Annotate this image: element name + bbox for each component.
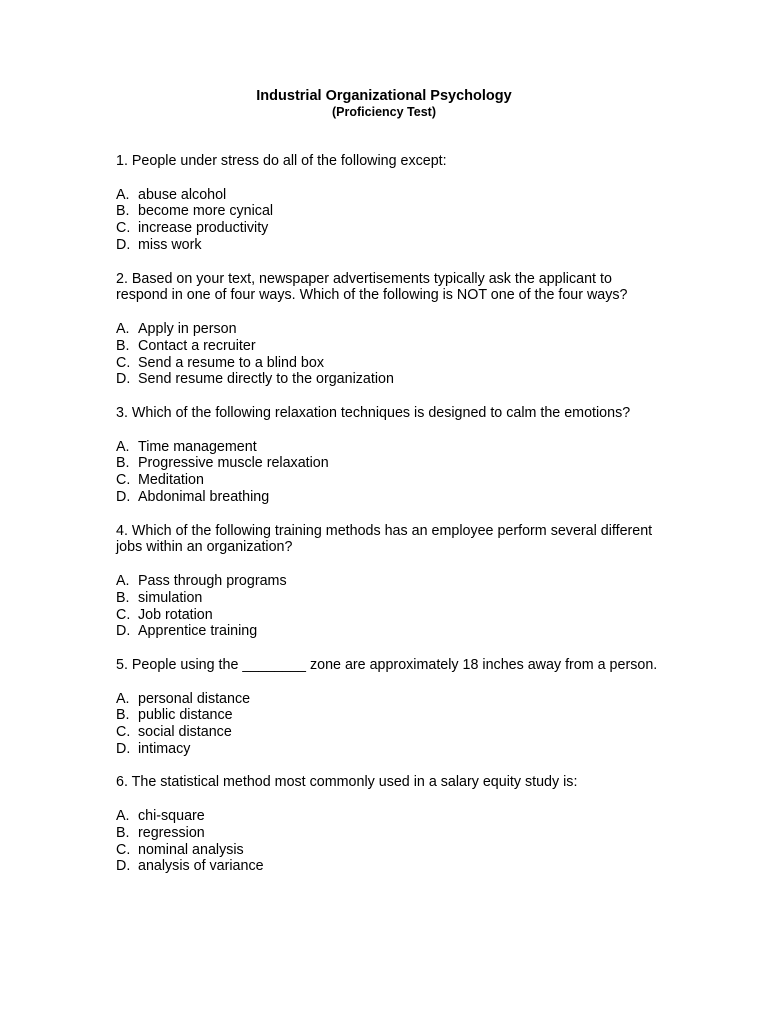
answer-options xyxy=(116,808,661,875)
answer-option-b xyxy=(116,707,661,724)
answer-option-b xyxy=(116,338,661,355)
answer-option-a xyxy=(116,187,661,204)
option-letter: D. xyxy=(116,236,131,253)
answer-options xyxy=(116,439,661,506)
question-stem: 5. People using the ________ zone are approximately 18 inches away from a person. xyxy=(116,656,658,673)
option-text: public distance xyxy=(138,707,233,724)
option-text: Job rotation xyxy=(138,606,213,623)
option-text: social distance xyxy=(138,724,232,741)
answer-option-a xyxy=(116,691,661,708)
option-text: become more cynical xyxy=(138,203,274,220)
option-letter: A. xyxy=(116,808,130,825)
option-text: intimacy xyxy=(138,740,191,757)
question-6 xyxy=(116,774,661,875)
option-text: increase productivity xyxy=(138,220,269,237)
option-text: Send a resume to a blind box xyxy=(138,354,324,371)
option-text: Pass through programs xyxy=(138,572,287,589)
option-letter: D. xyxy=(116,623,131,640)
answer-option-b xyxy=(116,825,661,842)
option-letter: A. xyxy=(116,186,130,203)
question-stem: 6. The statistical method most commonly used in a salary equity study is: xyxy=(116,774,578,791)
option-letter: D. xyxy=(116,488,131,505)
answer-option-c xyxy=(116,607,661,624)
option-text: analysis of variance xyxy=(138,858,264,875)
document-subtitle: (Proficiency Test) xyxy=(332,105,436,119)
answer-option-c xyxy=(116,724,661,741)
option-letter: D. xyxy=(116,740,131,757)
option-letter: B. xyxy=(116,455,130,472)
answer-option-c xyxy=(116,355,661,372)
question-4 xyxy=(116,523,661,641)
question-stem: 2. Based on your text, newspaper advertisements typically ask the applicant to respond in one of four ways. Which of the following is NOT one of the four ways? xyxy=(116,270,628,304)
option-letter: C. xyxy=(116,472,131,489)
option-letter: A. xyxy=(116,438,130,455)
answer-option-d xyxy=(116,741,661,758)
option-text: personal distance xyxy=(138,690,251,707)
option-letter: C. xyxy=(116,354,131,371)
answer-options xyxy=(116,321,661,388)
option-letter: B. xyxy=(116,824,130,841)
answer-option-a xyxy=(116,321,661,338)
option-letter: B. xyxy=(116,337,130,354)
answer-option-a xyxy=(116,439,661,456)
answer-option-d xyxy=(116,858,661,875)
question-stem: 3. Which of the following relaxation techniques is designed to calm the emotions? xyxy=(116,404,631,421)
option-letter: A. xyxy=(116,690,130,707)
option-text: Abdonimal breathing xyxy=(138,488,270,505)
option-letter: B. xyxy=(116,589,130,606)
option-text: Progressive muscle relaxation xyxy=(138,455,329,472)
answer-option-d xyxy=(116,237,661,254)
question-list xyxy=(116,153,661,892)
question-3 xyxy=(116,405,661,506)
option-text: chi-square xyxy=(138,808,205,825)
option-letter: A. xyxy=(116,572,130,589)
option-text: Time management xyxy=(138,438,257,455)
answer-options xyxy=(116,691,661,758)
question-2 xyxy=(116,271,661,389)
option-letter: C. xyxy=(116,220,131,237)
option-letter: B. xyxy=(116,707,130,724)
option-text: Send resume directly to the organization xyxy=(138,371,394,388)
answer-option-b xyxy=(116,203,661,220)
document-title: Industrial Organizational Psychology xyxy=(256,88,512,104)
answer-option-a xyxy=(116,573,661,590)
answer-option-c xyxy=(116,842,661,859)
question-stem: 1. People under stress do all of the following except: xyxy=(116,153,447,169)
answer-option-a xyxy=(116,808,661,825)
answer-options xyxy=(116,187,661,254)
answer-option-b xyxy=(116,455,661,472)
option-letter: D. xyxy=(116,858,131,875)
answer-option-d xyxy=(116,623,661,640)
option-letter: C. xyxy=(116,841,131,858)
option-letter: A. xyxy=(116,320,130,337)
option-text: abuse alcohol xyxy=(138,186,227,203)
answer-options xyxy=(116,573,661,640)
option-text: Apply in person xyxy=(138,320,237,337)
option-letter: D. xyxy=(116,371,131,388)
option-text: Contact a recruiter xyxy=(138,337,256,354)
answer-option-c xyxy=(116,472,661,489)
option-text: nominal analysis xyxy=(138,841,244,858)
option-letter: B. xyxy=(116,203,130,220)
option-text: regression xyxy=(138,824,205,841)
question-stem: 4. Which of the following training methods has an employee perform several different jobs within an organization? xyxy=(116,522,653,556)
option-text: miss work xyxy=(138,236,202,253)
answer-option-d xyxy=(116,489,661,506)
option-text: simulation xyxy=(138,589,203,606)
option-letter: C. xyxy=(116,724,131,741)
answer-option-d xyxy=(116,371,661,388)
option-letter: C. xyxy=(116,606,131,623)
question-5 xyxy=(116,657,661,758)
option-text: Apprentice training xyxy=(138,623,258,640)
answer-option-b xyxy=(116,590,661,607)
answer-option-c xyxy=(116,220,661,237)
option-text: Meditation xyxy=(138,472,204,489)
question-1 xyxy=(116,153,661,254)
